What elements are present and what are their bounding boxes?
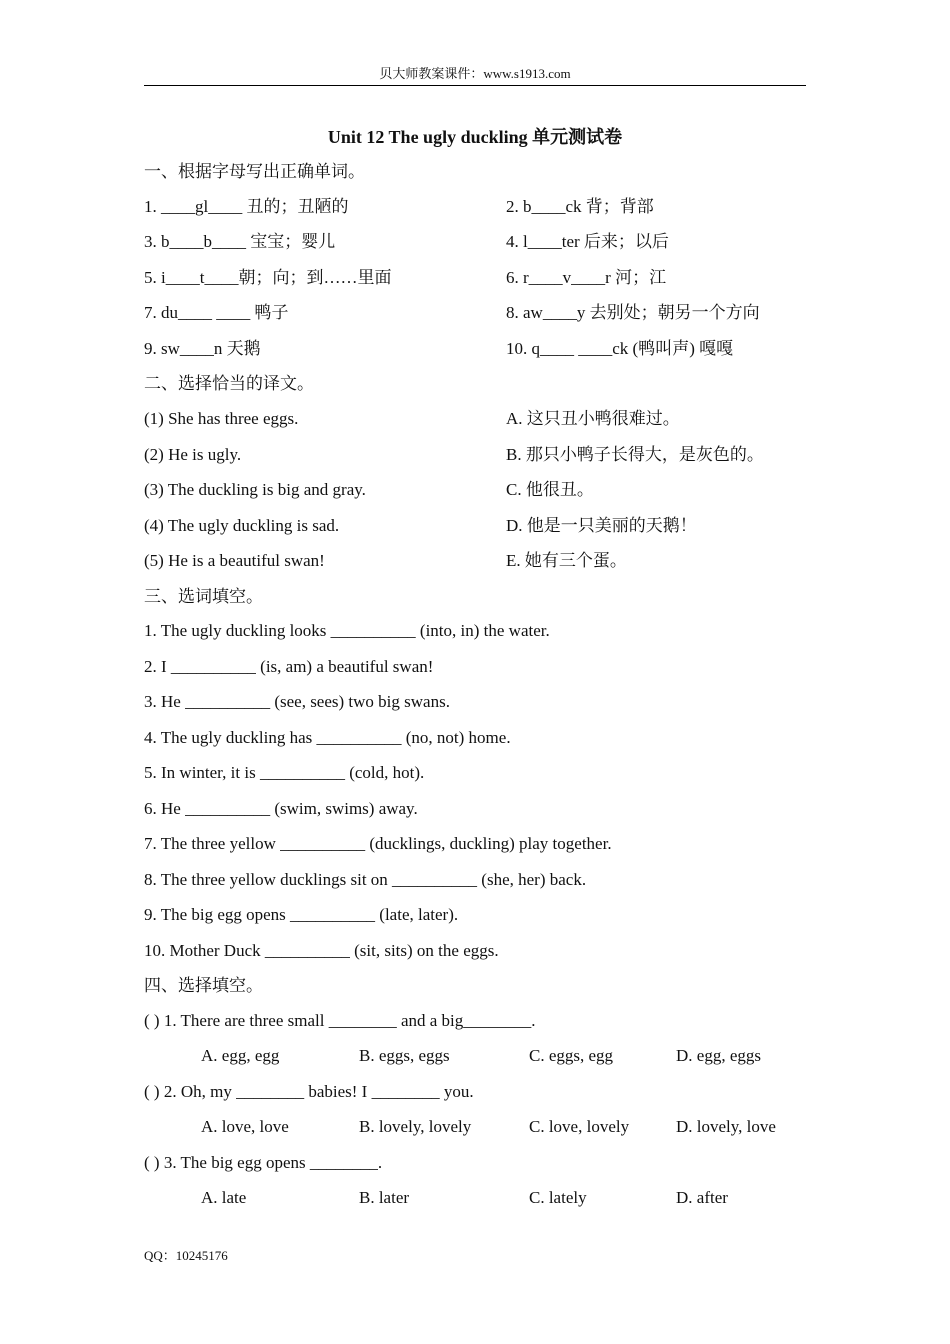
mc-option: D. lovely, love <box>676 1117 776 1136</box>
mc-option: A. love, love <box>201 1117 289 1136</box>
mc-question-stem: ( ) 1. There are three small ________ and a big________. <box>144 1011 536 1030</box>
mc-option: A. egg, egg <box>201 1046 280 1065</box>
fill-blank-item: 8. The three yellow ducklings sit on __________ (she, her) back. <box>144 870 587 889</box>
vocab-item: 9. sw____n 天鹅 <box>144 339 261 358</box>
translation-item: D. 他是一只美丽的天鹅！ <box>506 516 697 535</box>
mc-option: D. egg, eggs <box>676 1046 761 1065</box>
fill-blank-item: 6. He __________ (swim, swims) away. <box>144 799 418 818</box>
vocab-item: 10. q____ ____ck (鸭叫声) 嘎嘎 <box>506 339 734 358</box>
fill-blank-item: 10. Mother Duck __________ (sit, sits) on the eggs. <box>144 941 499 960</box>
header-rule <box>144 85 806 86</box>
fill-blank-item: 5. In winter, it is __________ (cold, hot). <box>144 763 425 782</box>
vocab-item: 8. aw____y 去别处；朝另一个方向 <box>506 303 760 322</box>
mc-question-stem: ( ) 3. The big egg opens ________. <box>144 1153 383 1172</box>
mc-question-stem: ( ) 2. Oh, my ________ babies! I ________ you. <box>144 1082 474 1101</box>
mc-option: C. eggs, egg <box>529 1046 614 1065</box>
mc-option: D. after <box>676 1188 728 1207</box>
sentence-item: (1) She has three eggs. <box>144 409 299 428</box>
page-header: 贝大师教案课件：www.s1913.com <box>379 66 571 81</box>
vocab-item: 5. i____t____朝；向；到……里面 <box>144 268 392 287</box>
mc-option: C. lately <box>529 1188 587 1207</box>
mc-option: C. love, lovely <box>529 1117 630 1136</box>
translation-item: B. 那只小鸭子长得大，是灰色的。 <box>506 445 764 464</box>
vocab-item: 7. du____ ____ 鸭子 <box>144 303 289 322</box>
section2-heading: 二、选择恰当的译文。 <box>144 374 314 393</box>
vocab-item: 2. b____ck 背；背部 <box>506 197 654 216</box>
mc-option: B. later <box>359 1188 410 1207</box>
mc-option: B. lovely, lovely <box>359 1117 472 1136</box>
sentence-item: (5) He is a beautiful swan! <box>144 551 325 570</box>
fill-blank-item: 1. The ugly duckling looks __________ (into, in) the water. <box>144 621 550 640</box>
vocab-item: 3. b____b____ 宝宝；婴儿 <box>144 232 336 251</box>
vocab-item: 6. r____v____r 河；江 <box>506 268 667 287</box>
vocab-item: 1. ____gl____ 丑的；丑陋的 <box>144 197 349 216</box>
translation-item: A. 这只丑小鸭很难过。 <box>506 409 680 428</box>
fill-blank-item: 3. He __________ (see, sees) two big swans. <box>144 692 450 711</box>
translation-item: C. 他很丑。 <box>506 480 594 499</box>
section4-heading: 四、选择填空。 <box>144 976 263 995</box>
sentence-item: (3) The duckling is big and gray. <box>144 480 366 499</box>
fill-blank-item: 7. The three yellow __________ (ducklings, duckling) play together. <box>144 834 612 853</box>
mc-option: A. late <box>201 1188 247 1207</box>
sentence-item: (2) He is ugly. <box>144 445 242 464</box>
section3-heading: 三、选词填空。 <box>144 587 263 606</box>
fill-blank-item: 2. I __________ (is, am) a beautiful swan! <box>144 657 434 676</box>
fill-blank-item: 9. The big egg opens __________ (late, later). <box>144 905 459 924</box>
fill-blank-item: 4. The ugly duckling has __________ (no, not) home. <box>144 728 511 747</box>
sentence-item: (4) The ugly duckling is sad. <box>144 516 340 535</box>
page-title: Unit 12 The ugly duckling 单元测试卷 <box>327 127 623 147</box>
translation-item: E. 她有三个蛋。 <box>506 551 627 570</box>
page-footer: QQ：10245176 <box>144 1248 228 1263</box>
mc-option: B. eggs, eggs <box>359 1046 450 1065</box>
section1-heading: 一、根据字母写出正确单词。 <box>144 162 365 181</box>
vocab-item: 4. l____ter 后来；以后 <box>506 232 669 251</box>
